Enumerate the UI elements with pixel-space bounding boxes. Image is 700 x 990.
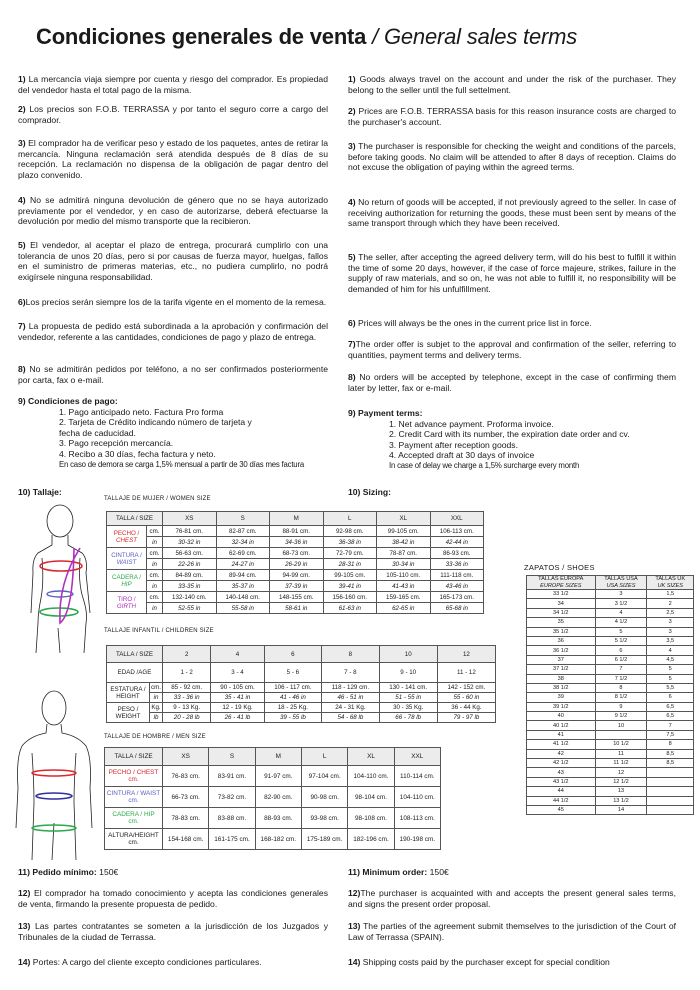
table-cell: 10 (595, 721, 647, 730)
table-row (105, 829, 441, 850)
table-cell: 89-94 cm. (216, 570, 270, 581)
table-cell: 14 (595, 805, 647, 814)
en-payment-title: 9) Payment terms: (348, 408, 423, 418)
table-cell: 72-79 cm. (323, 548, 377, 559)
table-cell: 26-29 in (270, 559, 324, 570)
table-cell: 39 1/2 (527, 702, 596, 711)
table-cell: 42 (527, 749, 596, 758)
table-cell: 30-34 in (377, 559, 431, 570)
table-row (527, 768, 694, 777)
table-row (527, 655, 694, 664)
table-cell: 3,5 (647, 636, 694, 645)
table-row: in 33-35 in 35-37 in 37-39 in 39-41 in 41-43 in 43-46 in (107, 581, 484, 592)
table-row (527, 646, 694, 655)
table-cell: 190-198 cm. (394, 829, 440, 850)
table-cell: 3 1/2 (595, 599, 647, 608)
female-body-diagram-icon (18, 503, 100, 653)
table-cell: 92-98 cm. (323, 526, 377, 537)
measure-label: PECHO / CHEST cm. (105, 766, 163, 787)
table-cell: 132-140 cm. (163, 592, 217, 603)
table-cell: 41-43 in (377, 581, 431, 592)
table-cell: 6 (647, 693, 694, 702)
table-row (527, 740, 694, 749)
table-cell (647, 805, 694, 814)
title-separator: / (366, 24, 384, 49)
table-cell: 36 1/2 (527, 646, 596, 655)
table-row: CINTURA / WAIST cm. 56-63 cm. 62-69 cm. 68-73 cm. 72-79 cm. 78-87 cm. 86-93 cm. (107, 548, 484, 559)
table-cell: 11 1/2 (595, 759, 647, 768)
table-row (105, 766, 441, 787)
table-cell: 82-90 cm. (255, 787, 301, 808)
table-cell: 175-189 cm. (301, 829, 347, 850)
table-cell: 76-83 cm. (163, 766, 209, 787)
table-cell: 66-73 cm. (163, 787, 209, 808)
table-cell: 78-83 cm. (163, 808, 209, 829)
table-header-row: TALLAS EUROPA TALLAS USA TALLAS UK (527, 576, 694, 583)
en-clause-2: 2) Prices are F.O.B. TERRASSA basis for this reason insurance costs are charged to the purchaser's account. (348, 106, 676, 127)
es-clause-8: 8) No se admitirán pedidos por teléfono, a no ser confirmados posteriormente por carta, fax o e-mail. (18, 364, 328, 385)
table-cell: 156-160 cm. (323, 592, 377, 603)
table-cell (647, 777, 694, 786)
table-cell: 76-81 cm. (163, 526, 217, 537)
table-cell: 6 1/2 (595, 655, 647, 664)
table-cell: 5 (647, 665, 694, 674)
table-row (527, 777, 694, 786)
title-spanish: Condiciones generales de venta (36, 24, 367, 49)
women-size-caption: TALLAJE DE MUJER / WOMEN SIZE (104, 496, 211, 502)
table-cell: 55-58 in (216, 603, 270, 614)
table-cell: 40 (527, 712, 596, 721)
en-clause-6: 6) Prices will always be the ones in the current price list in force. (348, 318, 592, 328)
table-cell: 88-91 cm. (270, 526, 324, 537)
table-cell: 8,5 (647, 749, 694, 758)
table-subheader-row: EUROPE SIZES USA SIZES UK SIZES (527, 583, 694, 590)
table-cell: 65-68 in (430, 603, 484, 614)
table-row-height-cm: ESTATURA / HEIGHT cm. 85 - 92 cm. 90 - 105 cm. 106 - 117 cm. 118 - 129 cm. 130 - 141 cm. 142 - 152 cm. (107, 683, 496, 693)
table-row (527, 796, 694, 805)
table-cell: 88-93 cm. (255, 808, 301, 829)
es-clause-14: 14) Portes: A cargo del cliente excepto condiciones particulares. (18, 957, 262, 967)
table-header-row: TALLA / SIZE XS S M L XL XXL (107, 512, 484, 526)
measure-label: TIRO / GIRTH (107, 592, 147, 614)
children-size-caption: TALLAJE INFANTIL / CHILDREN SIZE (104, 628, 214, 634)
table-row (105, 808, 441, 829)
table-cell: 41 1/2 (527, 740, 596, 749)
table-header-row: TALLA / SIZE XS S M L XL XXL (105, 748, 441, 766)
table-cell: 8 (595, 683, 647, 692)
table-cell: 36-38 in (323, 537, 377, 548)
shoes-size-table (526, 575, 694, 815)
men-size-table (104, 747, 441, 850)
table-cell: 12 (595, 768, 647, 777)
es-payment-note: En caso de demora se carga 1,5% mensual a partir de 30 días mes factura (59, 459, 304, 469)
en-clause-11: 11) Minimum order: 150€ (348, 867, 449, 877)
table-cell: 39-41 in (323, 581, 377, 592)
women-size-table (106, 511, 484, 614)
table-cell: 2,5 (647, 608, 694, 617)
en-clause-5: 5) The seller, after accepting the agreed delivery term, will do his best to fulfill it within the time of some 20 days, however, if the case of force majeure, strikes, failure in the supply of raw materials, and so on, he was not able to fulfill it, no responsibility will be demanded of him for his unfulfillment. (348, 252, 676, 294)
table-row-weight-lb: lb 20 - 28 lb 26 - 41 lb 39 - 55 lb 54 - 68 lb 66 - 78 lb 79 - 97 lb (107, 713, 496, 723)
en-clause-8: 8) No orders will be accepted by telephone, except in the case of confirming them later by letter, fax or e-mail. (348, 372, 676, 393)
table-cell: 10 1/2 (595, 740, 647, 749)
table-cell: 148-155 cm. (270, 592, 324, 603)
table-row (527, 627, 694, 636)
table-cell: 24-27 in (216, 559, 270, 570)
table-cell: 28-31 in (323, 559, 377, 570)
table-cell: 93-98 cm. (301, 808, 347, 829)
table-cell: 7 (595, 665, 647, 674)
table-row (527, 608, 694, 617)
table-cell: 165-173 cm. (430, 592, 484, 603)
table-cell: 52-55 in (163, 603, 217, 614)
table-cell: 38 1/2 (527, 683, 596, 692)
table-cell: 42-44 in (430, 537, 484, 548)
table-cell: 42 1/2 (527, 759, 596, 768)
table-row: CADERA / HIP cm. 84-89 cm. 89-94 cm. 94-99 cm. 99-105 cm. 105-110 cm. 111-118 cm. (107, 570, 484, 581)
table-cell: 98-108 cm. (348, 808, 394, 829)
table-cell: 83-91 cm. (209, 766, 255, 787)
es-sizing-title: 10) Tallaje: (18, 487, 62, 497)
table-cell: 5 1/2 (595, 636, 647, 645)
es-clause-6: 6)Los precios serán siempre los de la tarifa vigente en el momento de la remesa. (18, 297, 327, 307)
table-row (527, 759, 694, 768)
table-cell: 22-26 in (163, 559, 217, 570)
es-clause-5: 5) El vendedor, al aceptar el plazo de entrega, procurará cumplirlo con una tolerancia de unos 20 días, pero si por causas de fuerza mayor, huelgas, fallos en el suministro de primeras materias, etc., no pudiera cumplirlo, no podrá exigírsele ninguna responsabilidad. (18, 240, 328, 282)
table-cell: 6,5 (647, 712, 694, 721)
table-cell: 73-82 cm. (209, 787, 255, 808)
table-cell: 35-37 in (216, 581, 270, 592)
table-row: TIRO / GIRTH cm. 132-140 cm. 140-148 cm. 148-155 cm. 156-160 cm. 159-165 cm. 165-173 cm. (107, 592, 484, 603)
measure-label: PECHO / CHEST (107, 526, 147, 548)
men-size-caption: TALLAJE DE HOMBRE / MEN SIZE (104, 734, 206, 740)
measure-label: CADERA / HIP cm. (105, 808, 163, 829)
es-clause-7: 7) La propuesta de pedido está subordinada a la aprobación y confirmación del vendedor, referente a las cantidades, condiciones de pago y plazo de entrega. (18, 321, 328, 342)
table-cell: 7,5 (647, 730, 694, 739)
table-row-height-in: in 33 - 36 in 35 - 41 in 41 - 46 in 46 - 51 in 51 - 55 in 55 - 60 in (107, 693, 496, 703)
table-cell: 8 (647, 740, 694, 749)
table-cell: 32-34 in (216, 537, 270, 548)
table-cell (595, 730, 647, 739)
table-row (527, 721, 694, 730)
table-row-weight-kg: PESO / WEIGHT Kg. 9 - 13 Kg. 12 - 19 Kg. 18 - 25 Kg. 24 - 31 Kg. 30 - 35 Kg. 36 - 44 Kg. (107, 703, 496, 713)
table-cell: 30-32 in (163, 537, 217, 548)
table-header-row: TALLA / SIZE 2 4 6 8 10 12 (107, 646, 496, 663)
table-cell: 62-69 cm. (216, 548, 270, 559)
table-cell: 1,5 (647, 590, 694, 599)
table-cell (647, 768, 694, 777)
table-row (527, 599, 694, 608)
en-clause-14: 14) Shipping costs paid by the purchaser except for special condition (348, 957, 610, 967)
table-cell: 11 (595, 749, 647, 758)
table-cell: 168-182 cm. (255, 829, 301, 850)
en-sizing-title: 10) Sizing: (348, 487, 391, 497)
table-cell: 34 (527, 599, 596, 608)
table-cell: 38-42 in (377, 537, 431, 548)
table-cell: 44 1/2 (527, 796, 596, 805)
table-cell: 35 1/2 (527, 627, 596, 636)
table-cell: 111-118 cm. (430, 570, 484, 581)
table-cell: 13 (595, 787, 647, 796)
measure-label: CADERA / HIP (107, 570, 147, 592)
table-cell: 98-104 cm. (348, 787, 394, 808)
table-cell: 91-97 cm. (255, 766, 301, 787)
es-clause-12: 12) El comprador ha tomado conocimiento y acepta las condiciones generales de venta, firmando la presente propuesta de pedido. (18, 888, 328, 909)
table-cell: 7 1/2 (595, 674, 647, 683)
table-cell: 104-110 cm. (394, 787, 440, 808)
table-row (527, 636, 694, 645)
es-clause-11: 11) Pedido mínimo: 150€ (18, 867, 119, 877)
table-cell (647, 796, 694, 805)
table-row (527, 674, 694, 683)
table-row (527, 683, 694, 692)
table-cell: 56-63 cm. (163, 548, 217, 559)
table-cell: 45 (527, 805, 596, 814)
table-row: in 22-26 in 24-27 in 26-29 in 28-31 in 30-34 in 33-36 in (107, 559, 484, 570)
table-row (527, 805, 694, 814)
table-cell: 2 (647, 599, 694, 608)
table-cell: 82-87 cm. (216, 526, 270, 537)
measure-label: ALTURA/HEIGHT cm. (105, 829, 163, 850)
table-cell: 43 (527, 768, 596, 777)
table-cell: 9 1/2 (595, 712, 647, 721)
table-row (527, 665, 694, 674)
table-cell: 140-148 cm. (216, 592, 270, 603)
table-row-age: EDAD /AGE 1 - 2 3 - 4 5 - 6 7 - 8 9 - 10 11 - 12 (107, 663, 496, 683)
table-cell: 5,5 (647, 683, 694, 692)
table-cell: 37 (527, 655, 596, 664)
table-cell: 8,5 (647, 759, 694, 768)
table-cell: 6,5 (647, 702, 694, 711)
en-clause-9-payment (348, 408, 676, 472)
table-cell: 13 1/2 (595, 796, 647, 805)
table-cell: 106-113 cm. (430, 526, 484, 537)
table-cell: 38 (527, 674, 596, 683)
table-row (527, 693, 694, 702)
table-cell: 6 (595, 646, 647, 655)
table-cell: 159-165 cm. (377, 592, 431, 603)
table-cell: 97-104 cm. (301, 766, 347, 787)
table-cell: 8 1/2 (595, 693, 647, 702)
table-cell: 7 (647, 721, 694, 730)
table-cell: 161-175 cm. (209, 829, 255, 850)
table-cell: 99-105 cm. (323, 570, 377, 581)
table-cell: 43-46 in (430, 581, 484, 592)
en-clause-13: 13) The parties of the agreement submit themselves to the jurisdiction of the Court of Law of Terrassa (SPAIN). (348, 921, 676, 942)
table-cell: 108-113 cm. (394, 808, 440, 829)
table-cell: 86-93 cm. (430, 548, 484, 559)
table-cell: 43 1/2 (527, 777, 596, 786)
table-cell: 35 (527, 618, 596, 627)
table-row (527, 787, 694, 796)
title-english: General sales terms (383, 24, 578, 49)
table-cell: 44 (527, 787, 596, 796)
table-cell: 94-99 cm. (270, 570, 324, 581)
table-cell: 90-98 cm. (301, 787, 347, 808)
table-cell: 3 (647, 618, 694, 627)
table-cell: 68-73 cm. (270, 548, 324, 559)
table-cell: 4 1/2 (595, 618, 647, 627)
table-cell: 4 (647, 646, 694, 655)
table-cell: 37-39 in (270, 581, 324, 592)
table-cell: 3 (595, 590, 647, 599)
table-cell: 33-36 in (430, 559, 484, 570)
es-clause-2: 2) Los precios son F.O.B. TERRASSA y por tanto el seguro corre a cargo del comprador. (18, 104, 328, 125)
table-cell: 182-196 cm. (348, 829, 394, 850)
table-cell: 4,5 (647, 655, 694, 664)
table-cell: 3 (647, 627, 694, 636)
table-row (527, 618, 694, 627)
table-row (105, 787, 441, 808)
page-title (36, 24, 577, 50)
table-cell: 39 (527, 693, 596, 702)
table-cell: 61-63 in (323, 603, 377, 614)
en-payment-note: In case of delay we charge a 1,5% surcharge every month (389, 460, 580, 470)
es-payment-title: 9) Condiciones de pago: (18, 396, 118, 406)
table-row (527, 590, 694, 599)
table-cell: 83-88 cm. (209, 808, 255, 829)
table-row (527, 702, 694, 711)
table-cell: 41 (527, 730, 596, 739)
shoes-size-caption: ZAPATOS / SHOES (524, 563, 595, 572)
es-clause-13: 13) Las partes contratantes se someten a la jurisdicción de los Juzgados y Tribunales de la ciudad de Terrassa. (18, 921, 328, 942)
table-cell: 99-105 cm. (377, 526, 431, 537)
measure-label: CINTURA / WAIST (107, 548, 147, 570)
table-cell: 154-168 cm. (163, 829, 209, 850)
es-clause-4: 4) No se admitirá ninguna devolución de género que no se haya autorizado previamente por el vendedor, y en caso de autorizarse, deberá efectuarse la devolución por medio del mismo transporte que la recibieron. (18, 195, 328, 227)
table-cell: 84-89 cm. (163, 570, 217, 581)
male-body-diagram-icon (10, 688, 98, 860)
table-cell: 33-35 in (163, 581, 217, 592)
measure-label: CINTURA / WAIST cm. (105, 787, 163, 808)
table-row: in 30-32 in 32-34 in 34-36 in 36-38 in 38-42 in 42-44 in (107, 537, 484, 548)
table-cell: 34-36 in (270, 537, 324, 548)
table-cell: 58-61 in (270, 603, 324, 614)
table-row (527, 712, 694, 721)
en-payment-list: 1. Net advance payment. Proforma invoice. 2. Credit Card with its number, the expiration date order and cv. 3. Payment after reception goods. 4. Accepted draft at 30 days of invoice In case of delay we charge a 1,5% surcharge every month (389, 419, 676, 472)
table-cell: 36 (527, 636, 596, 645)
table-row (527, 730, 694, 739)
table-cell: 12 1/2 (595, 777, 647, 786)
table-cell: 104-110 cm. (348, 766, 394, 787)
table-cell: 37 1/2 (527, 665, 596, 674)
table-cell: 5 (647, 674, 694, 683)
table-cell: 78-87 cm. (377, 548, 431, 559)
table-cell: 40 1/2 (527, 721, 596, 730)
table-cell: 4 (595, 608, 647, 617)
table-row: PECHO / CHEST cm. 76-81 cm. 82-87 cm. 88-91 cm. 92-98 cm. 99-105 cm. 106-113 cm. (107, 526, 484, 537)
es-clause-3: 3) El comprador ha de verificar peso y estado de los paquetes, antes de retirar la mercancía. Ninguna reclamación será atendida después de 8 días de su recepción. La reclamación no dispensa de la obligación de pagar dentro del plazo convenido. (18, 138, 328, 180)
es-clause-9-payment (18, 396, 328, 470)
table-row: in 52-55 in 55-58 in 58-61 in 61-63 in 62-65 in 65-68 in (107, 603, 484, 614)
en-clause-4: 4) No return of goods will be accepted, if not previously agreed to the seller. In case of receiving authorization for returning the goods, these must been sent by means of the same transport through which they have been received. (348, 197, 676, 229)
en-clause-3: 3) The purchaser is responsible for checking the weight and conditions of the parcels, before taking goods. No claim will be attended to after 8 days of reception. Claims do not excuse the obligation of paying within the agreed terms. (348, 141, 676, 173)
table-cell: 34 1/2 (527, 608, 596, 617)
children-size-table (106, 645, 496, 723)
es-clause-1: 1) La mercancía viaja siempre por cuenta y riesgo del comprador. Es propiedad del vendedor hasta el total pago de la misma. (18, 74, 328, 95)
table-cell: 5 (595, 627, 647, 636)
en-clause-12: 12)The purchaser is acquainted with and accepts the present general sales terms, and signs the present order proposal. (348, 888, 676, 909)
en-clause-1: 1) Goods always travel on the account and under the risk of the purchaser. They belong to the seller until the full settelment. (348, 74, 676, 95)
table-cell: 110-114 cm. (394, 766, 440, 787)
table-cell: 62-65 in (377, 603, 431, 614)
table-cell: 105-110 cm. (377, 570, 431, 581)
table-cell (647, 787, 694, 796)
table-row (527, 749, 694, 758)
table-cell: 9 (595, 702, 647, 711)
table-cell: 33 1/2 (527, 590, 596, 599)
en-clause-7: 7)The order offer is subjet to the approval and confirmation of the seller, referring to quantities, payment terms and delivery terms. (348, 339, 676, 360)
es-payment-list: 1. Pago anticipado neto. Factura Pro forma 2. Tarjeta de Crédito indicando número de tarjeta y fecha de caducidad. 3. Pago recepción mercancía. 4. Recibo a 30 días, fecha factura y neto. En caso de demora se carga 1,5% mensual a partir de 30 días mes factura (59, 407, 328, 471)
